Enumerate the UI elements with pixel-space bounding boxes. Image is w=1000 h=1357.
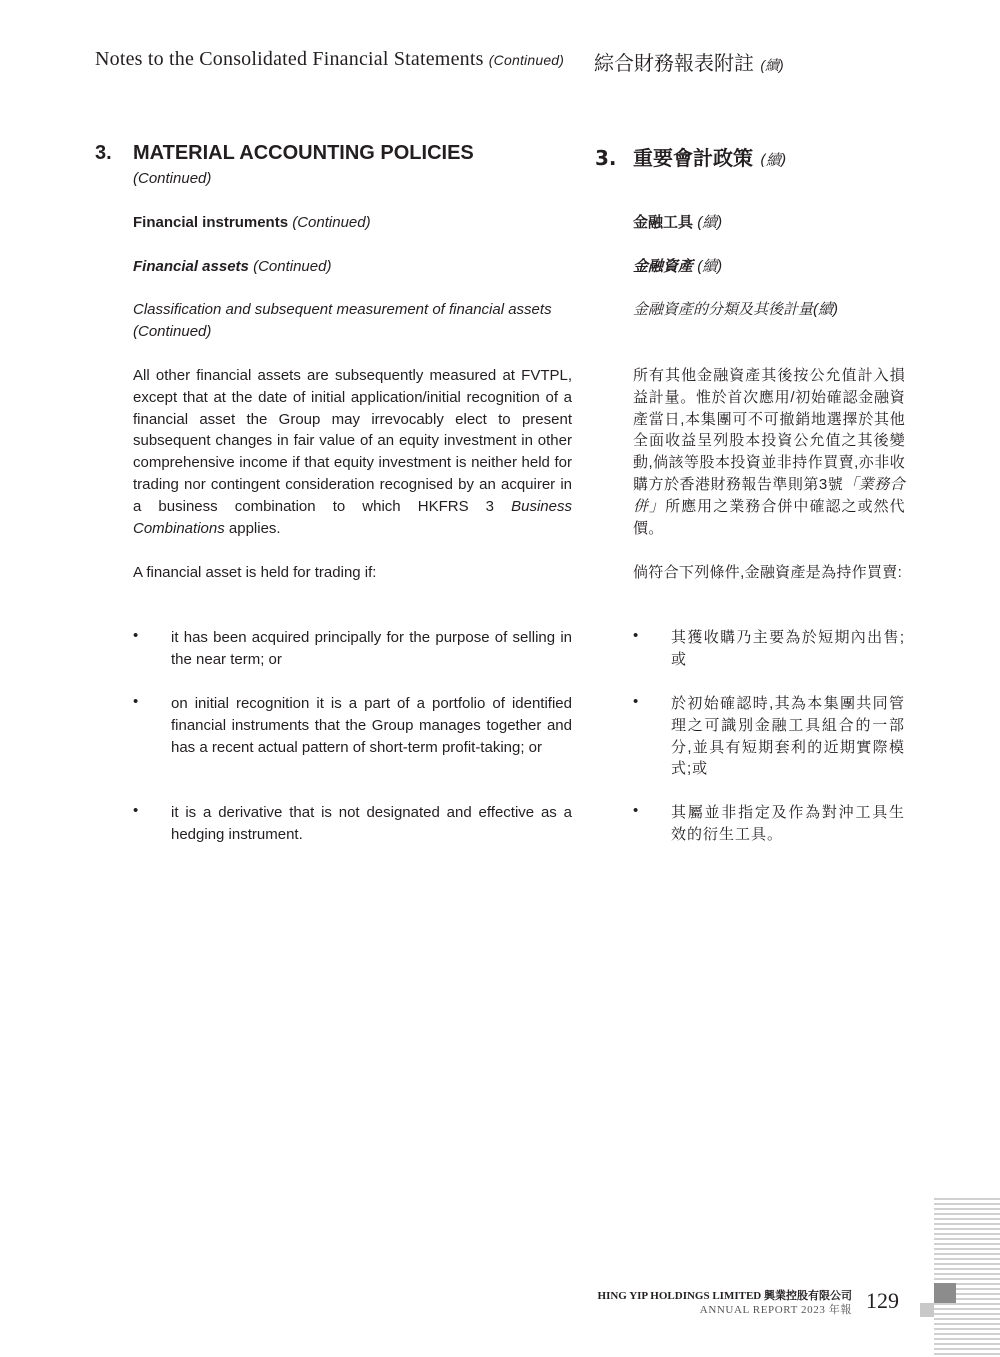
subheading-classification-cn: 金融資產的分類及其後計量(續) [633, 301, 838, 318]
running-header-continued-cn: (續) [760, 57, 784, 73]
bullet-icon: • [633, 627, 639, 644]
bullet-icon: • [133, 627, 139, 644]
bullet-icon: • [133, 802, 139, 819]
footer-square-light [920, 1303, 934, 1317]
bullet-icon: • [633, 802, 639, 819]
bullet-icon: • [633, 693, 639, 710]
section-heading-en: MATERIAL ACCOUNTING POLICIES [133, 142, 474, 164]
subheading-financial-instruments-en: Financial instruments (Continued) [133, 214, 371, 231]
running-header-title-en: Notes to the Consolidated Financial Statements [95, 48, 484, 70]
footer-company-name: HING YIP HOLDINGS LIMITED 興業控股有限公司 [597, 1290, 852, 1302]
running-header-continued-en: (Continued) [488, 52, 565, 68]
section-number-cn: 3. [595, 146, 617, 170]
list-item-cn-2: 於初始確認時,其為本集團共同管理之可識別金融工具組合的一部分,並具有短期套利的近期實際模式;或 [671, 695, 905, 778]
paragraph-held-for-trading-cn: 倘符合下列條件,金融資產是為持作買賣: [633, 564, 903, 581]
page-number: 129 [866, 1288, 899, 1313]
subheading-financial-assets-cn: 金融資產 (續) [633, 258, 723, 275]
paragraph-fvtpl-cn: 所有其他金融資產其後按公允值計入損益計量。惟於首次應用/初始確認金融資產當日,本集團可不可撤銷地選擇於其他全面收益呈列股本投資公允值之其後變動,倘該等股本投資並非持作買賣,亦非收購方於香港財務報告準則第3號「業務合併」所應用之業務合併中確認之或然代價。 [633, 367, 906, 537]
section-continued-cn: (續) [759, 151, 787, 169]
footer-annual-report: ANNUAL REPORT 2023 年報 [699, 1304, 852, 1316]
section-title-en [95, 142, 572, 165]
list-item-en-3: it is a derivative that is not designated and effective as a hedging instrument. [171, 804, 572, 843]
footer-square-dark [934, 1283, 956, 1303]
running-header-title-cn: 綜合財務報表附註 [594, 51, 754, 75]
running-header-cn [594, 47, 784, 76]
section-continued-en: (Continued) [133, 170, 212, 187]
list-item-en-1: it has been acquired principally for the purpose of selling in the near term; or [171, 629, 572, 668]
paragraph-fvtpl-en: All other financial assets are subsequently measured at FVTPL, except that at the date of initial application/initial recognition of a financial asset the Group may irrevocably elect to present subsequent changes in fair value of an equity investment in other comprehensive income if that equity investment is neither held for trading nor contingent consideration recognised by an acquirer in a business combination to which HKFRS 3 Business Combinations applies. [133, 367, 572, 537]
list-item-cn-1: 其獲收購乃主要為於短期內出售;或 [671, 629, 905, 668]
list-item-cn-3: 其屬並非指定及作為對沖工具生效的衍生工具。 [671, 804, 905, 843]
list-item-en-2: on initial recognition it is a part of a portfolio of identified financial instruments that the Group manages together and has a recent actual pattern of short-term profit-taking; or [171, 695, 572, 756]
subheading-classification-en: Classification and subsequent measurement of financial assets (Continued) [133, 301, 552, 340]
running-header-en [95, 48, 564, 71]
section-heading-cn: 重要會計政策 [633, 146, 753, 170]
subheading-financial-assets-en: Financial assets (Continued) [133, 258, 332, 275]
paragraph-held-for-trading-en: A financial asset is held for trading if: [133, 564, 377, 581]
section-title-cn [595, 142, 905, 171]
bullet-icon: • [133, 693, 139, 710]
footer-stripes-decoration [934, 1198, 1000, 1357]
section-number-en: 3. [95, 142, 112, 164]
subheading-financial-instruments-cn: 金融工具 (續) [633, 214, 723, 231]
